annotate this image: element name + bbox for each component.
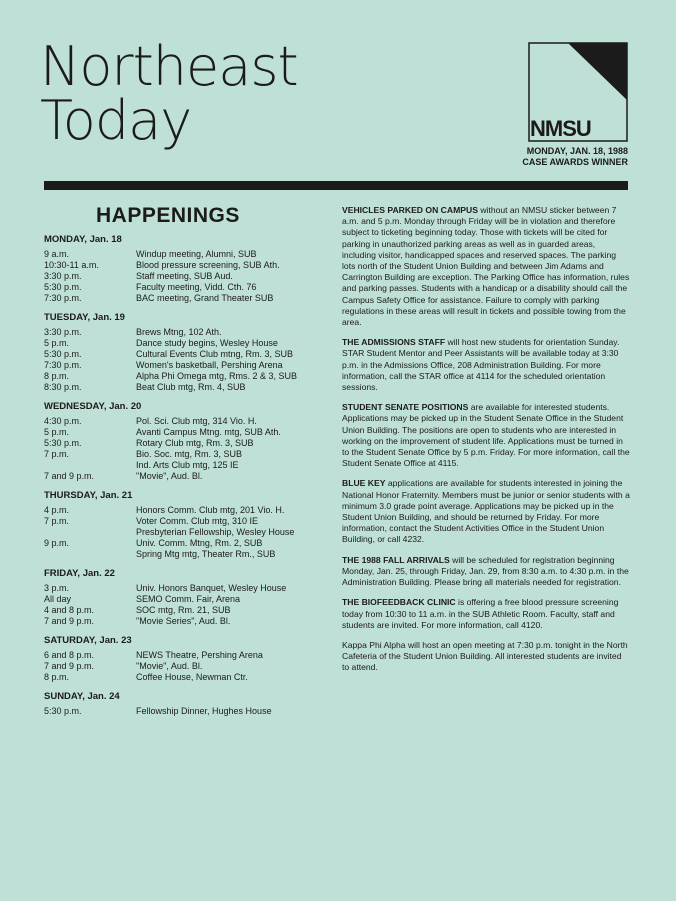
event-time xyxy=(44,460,136,471)
notice xyxy=(342,597,630,631)
event-description: SEMO Comm. Fair, Arena xyxy=(136,594,241,604)
notice xyxy=(342,640,630,674)
event-time: 4:30 p.m. xyxy=(44,416,82,426)
logo-text: NMSU xyxy=(530,116,591,141)
event-description: Avanti Campus Mtng. mtg, SUB Ath. xyxy=(136,427,281,437)
event-row xyxy=(44,471,329,482)
event-time: 7 and 9 p.m. xyxy=(44,616,95,626)
event-description: Cultural Events Club mtng, Rm. 3, SUB xyxy=(136,349,294,359)
event-row xyxy=(44,416,329,427)
event-time: 9 p.m. xyxy=(44,538,70,548)
event-time: 4 and 8 p.m. xyxy=(44,605,95,615)
event-time: 5:30 p.m. xyxy=(44,349,82,359)
event-row xyxy=(44,460,329,471)
event-time: 7:30 p.m. xyxy=(44,360,82,370)
event-description: Pol. Sci. Club mtg, 314 Vio. H. xyxy=(136,416,257,426)
section-title: HAPPENINGS xyxy=(96,204,240,227)
notice-body: are available for interested students. Applications may be picked up in the Student Senate Office in the Student Union Building. The positions are open to students who are interested in working on the improvement of student life. Applications must be turned in to the Student Senate Office by 5 p.m. Friday. For more information, call the Student Senate Office at 4115. xyxy=(342,402,630,469)
notice-heading: STUDENT SENATE POSITIONS xyxy=(342,402,469,413)
notice-body: applications are available for students interested in joining the National Honor Fraternity. Members must be junior or senior students with a minimum 3.0 grade point average. Applications may be picked up in the Student Union Building, and should be returned by Friday. For more information, contact the Student Activities Office in the Student Union Building, or call 4232. xyxy=(342,478,630,545)
event-description: Beat Club mtg, Rm. 4, SUB xyxy=(136,382,246,392)
event-time: 10:30-11 a.m. xyxy=(44,260,99,270)
notice xyxy=(342,337,630,393)
event-description: BAC meeting, Grand Theater SUB xyxy=(136,293,274,303)
issue-date: MONDAY, JAN. 18, 1988 xyxy=(526,146,628,156)
event-time: 8:30 p.m. xyxy=(44,382,82,392)
event-row xyxy=(44,293,329,304)
event-row xyxy=(44,327,329,338)
event-time xyxy=(44,549,136,560)
event-row xyxy=(44,661,329,672)
day-heading: SUNDAY, Jan. 24 xyxy=(44,691,120,702)
event-row xyxy=(44,438,329,449)
event-description: Bio. Soc. mtg, Rm. 3, SUB xyxy=(136,449,243,459)
notice xyxy=(342,402,630,469)
event-description: "Movie", Aud. Bl. xyxy=(136,471,203,481)
event-time: 7 p.m. xyxy=(44,449,70,459)
notices-column xyxy=(342,205,630,683)
event-row xyxy=(44,549,329,560)
event-row xyxy=(44,505,329,516)
event-time: 5 p.m. xyxy=(44,338,70,348)
masthead-line2: Today xyxy=(40,89,192,152)
notice-heading: VEHICLES PARKED ON CAMPUS xyxy=(342,205,478,215)
event-description: Honors Comm. Club mtg, 201 Vio. H. xyxy=(136,505,285,515)
day-heading: SATURDAY, Jan. 23 xyxy=(44,635,132,646)
notice xyxy=(342,555,630,589)
event-description: Univ. Honors Banquet, Wesley House xyxy=(136,583,287,593)
event-row xyxy=(44,594,329,605)
notice xyxy=(342,205,630,328)
event-row xyxy=(44,527,329,538)
event-row xyxy=(44,282,329,293)
event-row xyxy=(44,650,329,661)
event-time: 3 p.m. xyxy=(44,583,70,593)
event-row xyxy=(44,706,329,717)
event-row xyxy=(44,249,329,260)
event-description: Spring Mtg mtg, Theater Rm., SUB xyxy=(136,549,276,559)
notice-body: Kappa Phi Alpha will host an open meeting at 7:30 p.m. tonight in the North Cafeteria of the Student Union Building. All interested students are invited to attend. xyxy=(342,639,628,673)
event-description: Faculty meeting, Vidd. Cth. 76 xyxy=(136,282,257,292)
event-time: All day xyxy=(44,594,72,604)
event-row xyxy=(44,672,329,683)
event-row xyxy=(44,338,329,349)
event-description: Staff meeting, SUB Aud. xyxy=(136,271,233,281)
event-row xyxy=(44,349,329,360)
events-calendar xyxy=(44,234,329,717)
day-heading: TUESDAY, Jan. 19 xyxy=(44,312,125,323)
event-row xyxy=(44,605,329,616)
header-rule xyxy=(44,181,628,190)
event-description: "Movie Series", Aud. Bl. xyxy=(136,616,231,626)
event-description: Rotary Club mtg, Rm. 3, SUB xyxy=(136,438,254,448)
event-row xyxy=(44,449,329,460)
notice-body: will be scheduled for registration beginning Monday, Jan. 25, through Friday, Jan. 29, from 8:30 a.m. to 4:30 p.m. in the Administration Building. Please bring all materials needed for registration. xyxy=(342,554,629,588)
event-time: 3:30 p.m. xyxy=(44,271,82,281)
issue-award: CASE AWARDS WINNER xyxy=(522,157,628,167)
event-time: 8 p.m. xyxy=(44,672,70,682)
event-description: Windup meeting, Alumni, SUB xyxy=(136,249,257,259)
event-row xyxy=(44,271,329,282)
notice-body: without an NMSU sticker between 7 a.m. and 5 p.m. Monday through Friday will be in violation and therefore subject to ticketing beginning today. Those with tickets will be cited for parking in unauthorized parking areas as well as in guarded areas, including visitor, handicapped spaces and reserved spaces. The parking lots north of the Student Union Building and between Jim Adams and Carrington Building are exception. The Parking Office has information, rules and parking passes. Students with a handicap or a disability should call the Campus Safety Office for assistance. Failure to comply with parking regulations in these areas will result in tickets and possible towing from the area. xyxy=(342,205,630,328)
event-description: Alpha Phi Omega mtg, Rms. 2 & 3, SUB xyxy=(136,371,298,381)
notice-heading: BLUE KEY xyxy=(342,478,386,489)
event-row xyxy=(44,360,329,371)
issue-info xyxy=(500,146,628,168)
notice-heading: THE ADMISSIONS STAFF xyxy=(342,337,446,348)
event-description: SOC mtg, Rm. 21, SUB xyxy=(136,605,231,615)
event-row xyxy=(44,538,329,549)
event-description: Blood pressure screening, SUB Ath. xyxy=(136,260,280,270)
event-description: Dance study begins, Wesley House xyxy=(136,338,278,348)
event-description: Brews Mtng, 102 Ath. xyxy=(136,327,222,337)
event-time: 9 a.m. xyxy=(44,249,70,259)
event-time: 5:30 p.m. xyxy=(44,282,82,292)
event-row xyxy=(44,583,329,594)
event-time: 7:30 p.m. xyxy=(44,293,82,303)
event-time: 8 p.m. xyxy=(44,371,70,381)
event-description: Coffee House, Newman Ctr. xyxy=(136,672,248,682)
event-row xyxy=(44,382,329,393)
event-time: 7 p.m. xyxy=(44,516,70,526)
event-row xyxy=(44,616,329,627)
notice-body: will host new students for orientation Sunday. STAR Student Mentor and Peer Assistants will be available today at 3:30 p.m. in the Admissions Office, 208 Administration Building. For more information, call the STAR office at 4114 for the scheduled orientation sessions. xyxy=(342,337,620,393)
event-row xyxy=(44,427,329,438)
event-row xyxy=(44,516,329,527)
notice-heading: THE 1988 FALL ARRIVALS xyxy=(342,554,450,565)
event-time: 6 and 8 p.m. xyxy=(44,650,95,660)
event-description: Women's basketball, Pershing Arena xyxy=(136,360,283,370)
event-time xyxy=(44,527,136,538)
notice-body: is offering a free blood pressure screening today from 10:30 to 11 a.m. in the SUB Athletic Room. Faculty, staff and students are invited. For more information, call 4120. xyxy=(342,597,619,630)
masthead-line1: Northeast xyxy=(40,35,298,98)
notice-heading: THE BIOFEEDBACK CLINIC xyxy=(342,597,456,608)
event-time: 4 p.m. xyxy=(44,505,70,515)
event-time: 5 p.m. xyxy=(44,427,70,437)
event-time: 7 and 9 p.m. xyxy=(44,471,95,481)
event-time: 5:30 p.m. xyxy=(44,706,82,716)
event-description: Univ. Comm. Mtng, Rm. 2, SUB xyxy=(136,538,263,548)
event-row xyxy=(44,260,329,271)
event-description: Voter Comm. Club mtg, 310 IE xyxy=(136,516,259,526)
event-description: "Movie", Aud. Bl. xyxy=(136,661,203,671)
event-time: 5:30 p.m. xyxy=(44,438,82,448)
event-description: Fellowship Dinner, Hughes House xyxy=(136,706,272,716)
masthead xyxy=(40,35,298,152)
event-description: NEWS Theatre, Pershing Arena xyxy=(136,650,263,660)
event-description: Ind. Arts Club mtg, 125 IE xyxy=(136,460,239,470)
day-heading: MONDAY, Jan. 18 xyxy=(44,234,122,245)
day-heading: WEDNESDAY, Jan. 20 xyxy=(44,401,142,412)
event-time: 3:30 p.m. xyxy=(44,327,82,337)
day-heading: THURSDAY, Jan. 21 xyxy=(44,490,133,501)
notice xyxy=(342,478,630,545)
event-description: Presbyterian Fellowship, Wesley House xyxy=(136,527,295,537)
event-row xyxy=(44,371,329,382)
day-heading: FRIDAY, Jan. 22 xyxy=(44,568,115,579)
event-time: 7 and 9 p.m. xyxy=(44,661,95,671)
